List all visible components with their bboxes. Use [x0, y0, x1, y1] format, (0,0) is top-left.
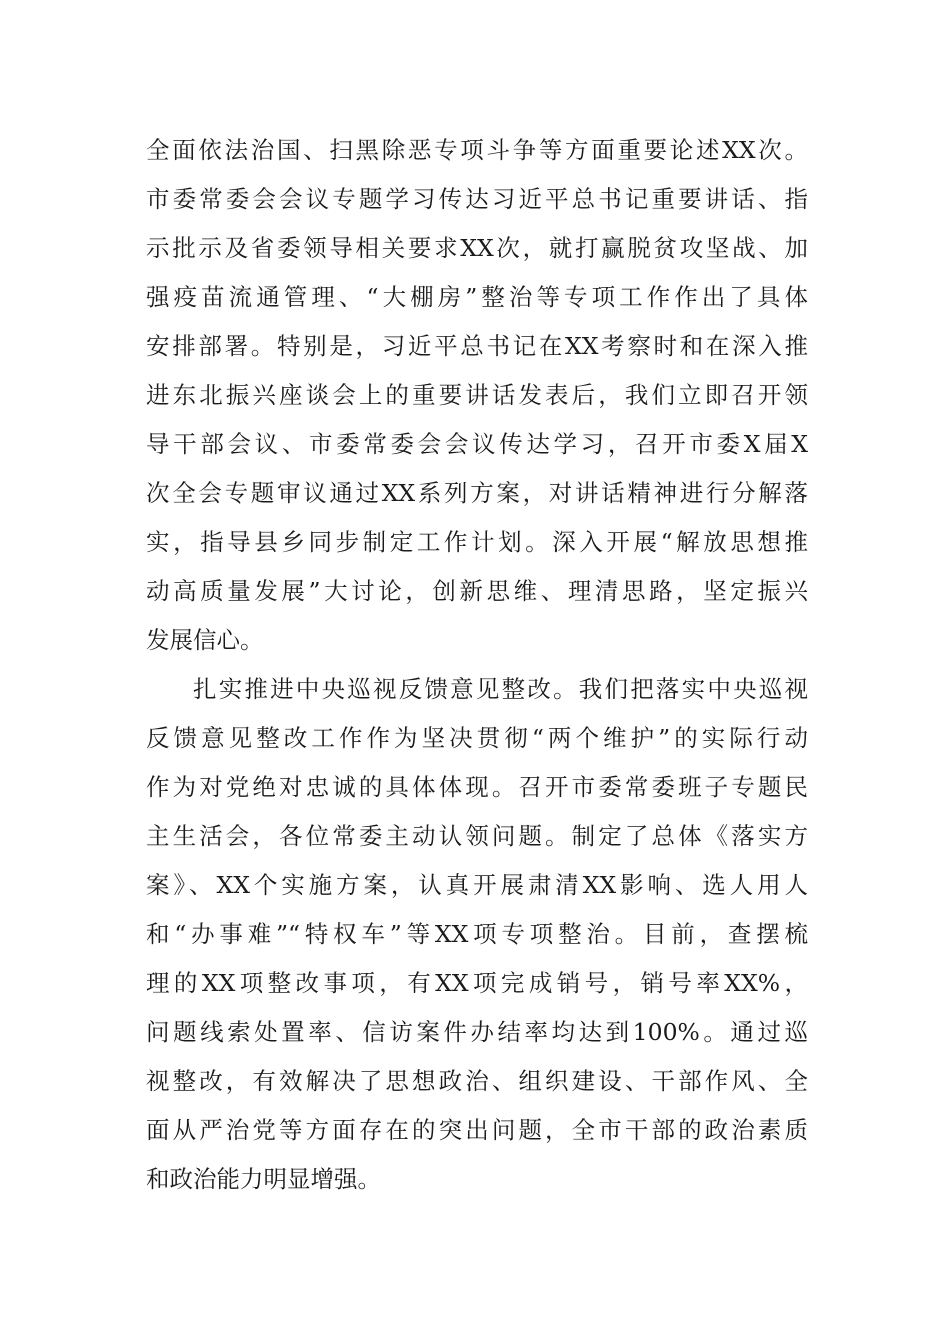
- text-line: 实，指导县乡同步制定工作计划。深入开展“解放思想推: [146, 528, 808, 556]
- text-line: 进东北振兴座谈会上的重要讲话发表后，我们立即召开领: [146, 381, 808, 409]
- text-line: 和政治能力明显增强。: [146, 1165, 381, 1193]
- text-line: 市委常委会会议专题学习传达习近平总书记重要讲话、指: [146, 185, 808, 213]
- text-line: 安排部署。特别是，习近平总书记在XX考察时和在深入推: [146, 332, 808, 360]
- text-line: 示批示及省委领导相关要求XX次，就打赢脱贫攻坚战、加: [146, 234, 808, 262]
- text-line: 全面依法治国、扫黑除恶专项斗争等方面重要论述XX次。: [146, 136, 808, 164]
- text-line: 发展信心。: [146, 626, 264, 654]
- text-line: 扎实推进中央巡视反馈意见整改。我们把落实中央巡视: [193, 675, 808, 703]
- text-line: 主生活会，各位常委主动认领问题。制定了总体《落实方: [146, 822, 808, 850]
- text-line: 作为对党绝对忠诚的具体体现。召开市委常委班子专题民: [146, 773, 808, 801]
- text-line: 问题线索处置率、信访案件办结率均达到100%。通过巡: [146, 1018, 808, 1046]
- text-line: 反馈意见整改工作作为坚决贯彻“两个维护”的实际行动: [146, 724, 808, 752]
- text-line: 动高质量发展”大讨论，创新思维、理清思路，坚定振兴: [146, 577, 808, 605]
- document-body: [146, 126, 808, 1204]
- text-line: 案》、XX个实施方案，认真开展肃清XX影响、选人用人: [146, 871, 808, 899]
- paragraph-2: [146, 665, 808, 1204]
- text-line: 视整改，有效解决了思想政治、组织建设、干部作风、全: [146, 1067, 808, 1095]
- text-line: 和“办事难”“特权车”等XX项专项整治。目前，查摆梳: [146, 920, 808, 948]
- text-line: 导干部会议、市委常委会会议传达学习，召开市委X届X: [146, 430, 808, 458]
- text-line: 面从严治党等方面存在的突出问题，全市干部的政治素质: [146, 1116, 808, 1144]
- text-line: 次全会专题审议通过XX系列方案，对讲话精神进行分解落: [146, 479, 808, 507]
- text-line: 理的XX项整改事项，有XX项完成销号，销号率XX%，: [146, 969, 808, 997]
- text-line: 强疫苗流通管理、“大棚房”整治等专项工作作出了具体: [146, 283, 808, 311]
- paragraph-1: [146, 126, 808, 665]
